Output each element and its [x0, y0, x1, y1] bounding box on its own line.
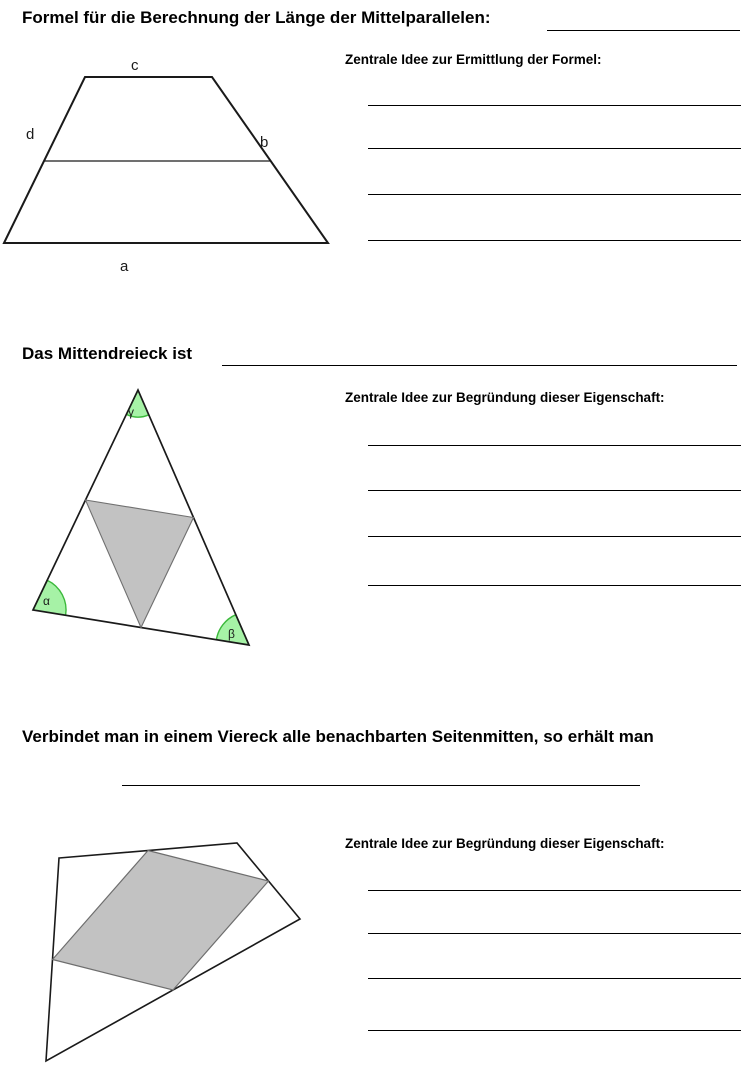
angle-label-beta: β [228, 627, 235, 641]
answer-line[interactable] [368, 536, 741, 537]
midpoint-parallelogram [53, 851, 269, 991]
notes-label-varignon: Zentrale Idee zur Begründung dieser Eigenschaft: [345, 836, 665, 851]
answer-line[interactable] [368, 490, 741, 491]
side-label-b: b [260, 134, 269, 151]
notes-label-formula: Zentrale Idee zur Ermittlung der Formel: [345, 52, 602, 67]
trapezoid-figure [0, 50, 340, 280]
answer-line[interactable] [368, 445, 741, 446]
trapezoid-outline [4, 77, 328, 243]
section-varignon-heading: Verbindet man in einem Viereck alle benachbarten Seitenmitten, so erhält man [22, 727, 654, 746]
midtriangle-answer-blank[interactable] [222, 365, 737, 366]
answer-line[interactable] [368, 240, 741, 241]
varignon-figure [30, 835, 310, 1066]
answer-line[interactable] [368, 978, 741, 979]
answer-line[interactable] [368, 148, 741, 149]
section-formula-heading: Formel für die Berechnung der Länge der Mittelparallelen: [22, 8, 491, 27]
medial-triangle [86, 500, 194, 628]
answer-line[interactable] [368, 194, 741, 195]
side-label-c: c [131, 57, 139, 74]
side-label-a: a [120, 258, 129, 275]
answer-line[interactable] [368, 1030, 741, 1031]
angle-label-gamma: γ [128, 405, 134, 419]
answer-line[interactable] [368, 933, 741, 934]
answer-line[interactable] [368, 890, 741, 891]
answer-line[interactable] [368, 105, 741, 106]
varignon-answer-blank[interactable] [122, 785, 640, 786]
formula-answer-blank[interactable] [547, 30, 740, 31]
section-midtriangle-heading: Das Mittendreieck ist [22, 344, 193, 363]
medial-triangle-figure [20, 385, 260, 660]
side-label-d: d [26, 126, 35, 143]
notes-label-midtriangle: Zentrale Idee zur Begründung dieser Eigenschaft: [345, 390, 665, 405]
angle-label-alpha: α [43, 594, 50, 608]
answer-line[interactable] [368, 585, 741, 586]
